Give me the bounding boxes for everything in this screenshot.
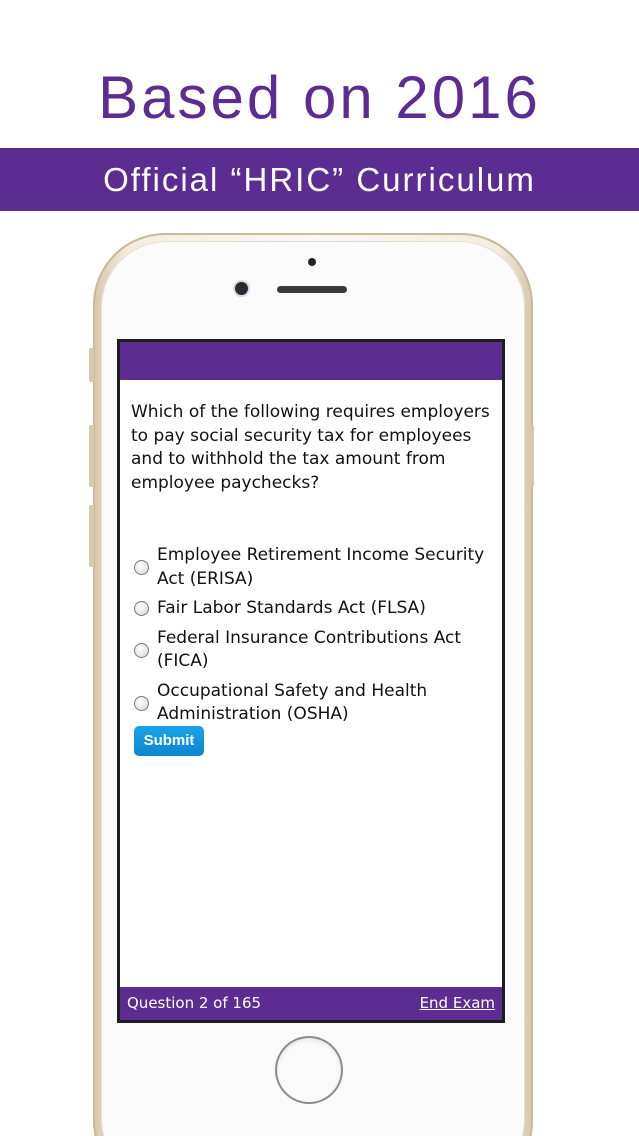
answer-option-fica[interactable] — [134, 627, 502, 674]
answer-label[interactable]: Occupational Safety and Health Administration (OSHA) — [157, 680, 428, 724]
proximity-sensor-icon — [308, 258, 316, 266]
mute-switch — [89, 348, 94, 382]
question-text: Which of the following requires employers to pay social security tax for employees and to withhold the tax amount from employee paychecks? — [131, 402, 490, 493]
app-bottom-bar — [120, 987, 502, 1020]
submit-button[interactable]: Submit — [134, 726, 204, 756]
answer-label[interactable]: Employee Retirement Income Security Act (ERISA) — [157, 545, 485, 589]
answer-option-flsa[interactable] — [134, 597, 502, 621]
answer-option-erisa[interactable] — [134, 544, 502, 591]
answer-option-osha[interactable] — [134, 680, 502, 727]
phone-screen — [117, 339, 505, 1023]
power-button — [529, 425, 534, 487]
speaker-icon — [277, 286, 347, 293]
quiz-screen — [120, 342, 502, 1020]
promo-headline: Based on 2016 — [98, 64, 541, 131]
end-exam-link[interactable]: End Exam — [419, 994, 495, 1012]
radio-button[interactable] — [134, 643, 149, 658]
answer-label[interactable]: Fair Labor Standards Act (FLSA) — [157, 598, 426, 618]
answer-options — [134, 544, 502, 733]
volume-down-button — [89, 505, 94, 567]
volume-up-button — [89, 425, 94, 487]
answer-label[interactable]: Federal Insurance Contributions Act (FICA) — [157, 627, 462, 671]
app-top-bar — [120, 342, 502, 380]
question-counter: Question 2 of 165 — [127, 994, 262, 1012]
promo-banner-text: Official “HRIC” Curriculum — [103, 161, 536, 198]
radio-button[interactable] — [134, 601, 149, 616]
radio-button[interactable] — [134, 560, 149, 575]
home-button[interactable] — [277, 1038, 341, 1102]
promo-banner — [0, 148, 639, 211]
camera-icon — [235, 282, 248, 295]
radio-button[interactable] — [134, 696, 149, 711]
